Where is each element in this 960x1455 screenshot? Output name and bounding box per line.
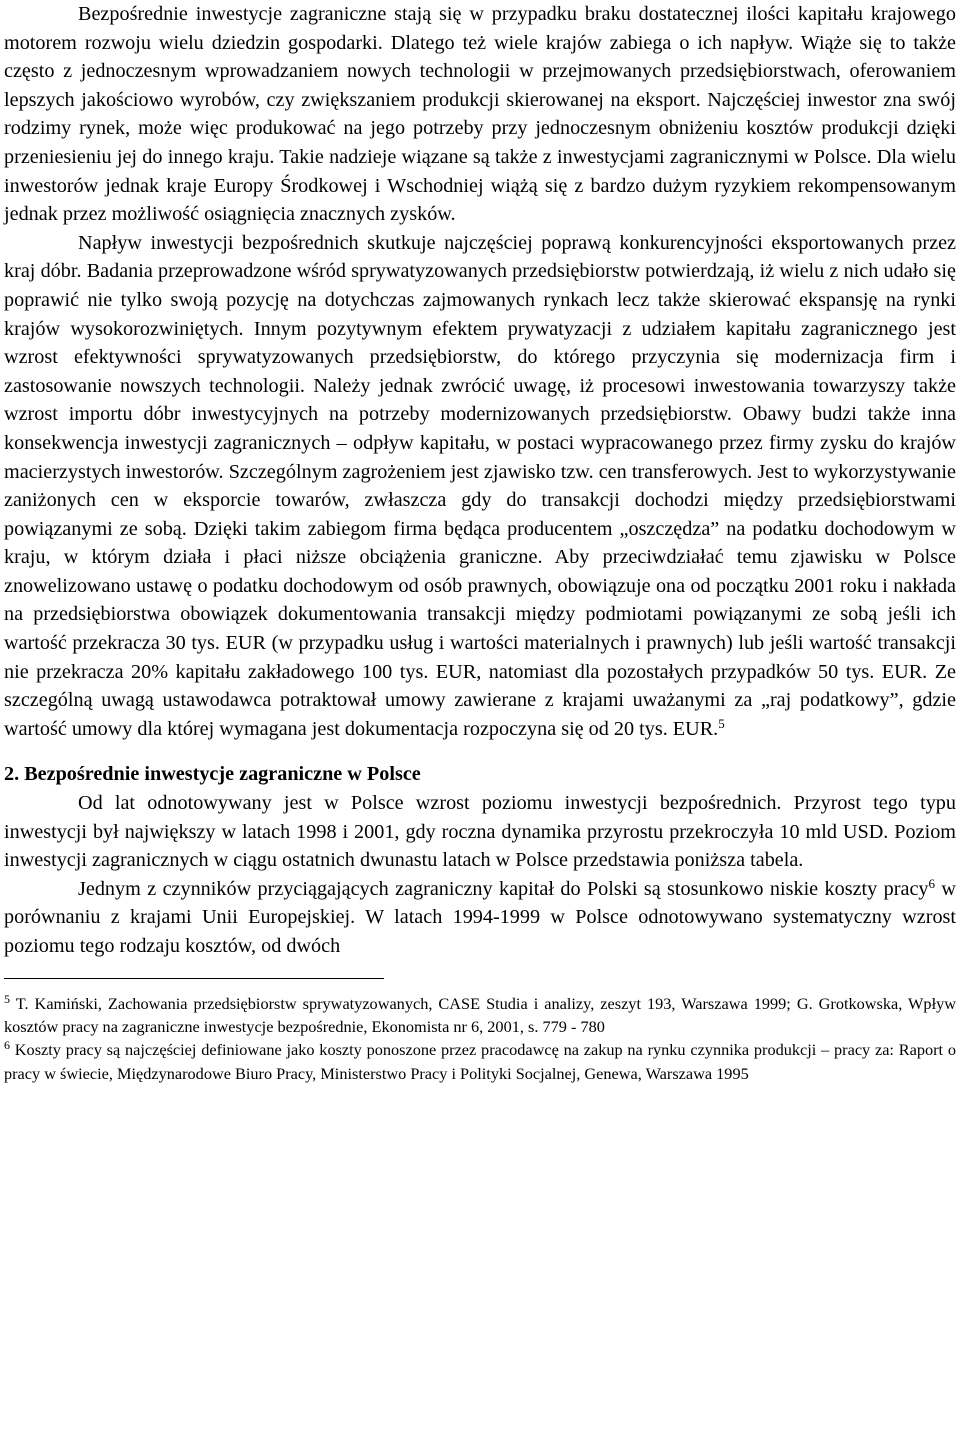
paragraph-text: Od lat odnotowywany jest w Polsce wzrost poziomu inwestycji bezpośrednich. Przyrost tego typu inwestycji był największy w latach 1998 i 2001, gdy roczna dynamika przyrostu przekroczyła 10 mld USD. Poziom inwestycji zagranicznych w ciągu ostatnich dwunastu latach w Polsce przedstawia poniższa tabela. [4, 792, 956, 872]
paragraph-text: Bezpośrednie inwestycje zagraniczne stają się w przypadku braku dostatecznej ilości kapitału krajowego motorem rozwoju wielu dziedzin gospodarki. Dlatego też wiele krajów zabiega o ich napływ. Wiąże się to także często z jednoczesnym wprowadzaniem nowych technologii w przejmowanych przedsiębiorstwach, oferowaniem lepszych jakościowo wyrobów, czy zwiększaniem produkcji skierowanej na eksport. Najczęściej inwestor zna swój rodzimy rynek, może więc produkować na jego potrzeby przy jednoczesnym obniżeniu kosztów produkcji dzięki przeniesieniu jej do innego kraju. Takie nadzieje wiązane są także z inwestycjami zagranicznymi w Polsce. Dla wielu inwestorów jednak kraje Europy Środkowej i Wschodniej wiążą się z bardzo dużym ryzykiem rekompensowanym jednak przez możliwość osiągnięcia znacznych zysków. [4, 3, 956, 226]
section-heading: 2. Bezpośrednie inwestycje zagraniczne w Polsce [4, 763, 421, 786]
footnotes [4, 992, 956, 1086]
paragraph-text: Jednym z czynników przyciągających zagraniczny kapitał do Polski są stosunkowo niskie koszty pracy [78, 877, 929, 900]
paragraph-text-continued: w porównaniu z krajami Unii Europejskiej. W latach 1994-1999 w Polsce odnotowywano systematyczny wzrost poziomu tego rodzaju kosztów, od dwóch [4, 877, 956, 957]
paragraph-text: Napływ inwestycji bezpośrednich skutkuje najczęściej poprawą konkurencyjności eksportowanych przez kraj dóbr. Badania przeprowadzone wśród sprywatyzowanych przedsiębiorstw potwierdzają, iż wielu z nich udało się poprawić nie tylko swoją pozycję na dotychczas zajmowanych rynkach lecz także skierować ekspansję na rynki krajów wysokorozwiniętych. Innym pozytywnym efektem prywatyzacji z udziałem kapitału zagranicznego jest wzrost efektywności sprywatyzowanych przedsiębiorstw, do którego przyczynia się modernizacja firm i zastosowanie nowszych technologii. Należy jednak zwrócić uwagę, iż procesowi inwestowania towarzyszy także wzrost importu dóbr inwestycyjnych na potrzeby modernizowanych przedsiębiorstw. Obawy budzi także inna konsekwencja inwestycji zagranicznych – odpływ kapitału, w postaci wypracowanego przez firmy zysku do krajów macierzystych inwestorów. Szczególnym zagrożeniem jest zjawisko tzw. cen transferowych. Jest to wykorzystywanie zaniżonych cen w eksporcie towarów, zwłaszcza gdy do transakcji dochodzi między przedsiębiorstwami powiązanymi ze sobą. Dzięki takim zabiegom firma będąca producentem „oszczędza” na podatku dochodowym w kraju, w którym działa i płaci niższe obciążenia graniczne. Aby przeciwdziałać temu zjawisku w Polsce znowelizowano ustawę o podatku dochodowym od osób prawnych, obowiązuje ona od początku 2001 roku i nakłada na przedsiębiorstwa obowiązek dokumentowania transakcji między podmiotami powiązanymi ze sobą jeśli ich wartość przekracza 30 tys. EUR (w przypadku usług i wartości materialnych i prawnych) lub jeśli wartość transakcji nie przekracza 20% kapitału zakładowego 100 tys. EUR, natomiast dla pozostałych przypadków 50 tys. EUR. Ze szczególną uwagą ustawodawca potraktował umowy zawierane z krajami uważanymi za „raj podatkowy”, gdzie wartość umowy dla której wymagana jest dokumentacja rozpoczyna się od 20 tys. EUR. [4, 231, 956, 740]
paragraph-fdi-poland-growth [4, 789, 956, 875]
footnote-number: 6 [4, 1038, 10, 1053]
footnote-5 [4, 992, 956, 1039]
footnote-6 [4, 1038, 956, 1085]
footnote-number: 5 [4, 991, 10, 1006]
footnote-text: Koszty pracy są najczęściej definiowane jako koszty ponoszone przez pracodawcę na zakup na rynku czynnika produkcji – pracy za: Raport o pracy w świecie, Międzynarodowe Biuro Pracy, Ministerstwo Pracy i Polityki Socjalnej, Genewa, Warszawa 1995 [4, 1040, 956, 1083]
footnote-ref-6[interactable]: 6 [928, 875, 935, 891]
paragraph-labor-costs [4, 875, 956, 961]
footnote-text: T. Kamiński, Zachowania przedsiębiorstw sprywatyzowanych, CASE Studia i analizy, zeszyt 193, Warszawa 1999; G. Grotkowska, Wpływ kosztów pracy na zagraniczne inwestycje bezpośrednie, Ekonomista nr 6, 2001, s. 779 - 780 [4, 993, 956, 1036]
paragraph-fdi-effects [4, 229, 956, 744]
footnote-divider [4, 978, 384, 979]
paragraph-fdi-motor [4, 0, 956, 229]
footnote-ref-5[interactable]: 5 [718, 715, 725, 731]
